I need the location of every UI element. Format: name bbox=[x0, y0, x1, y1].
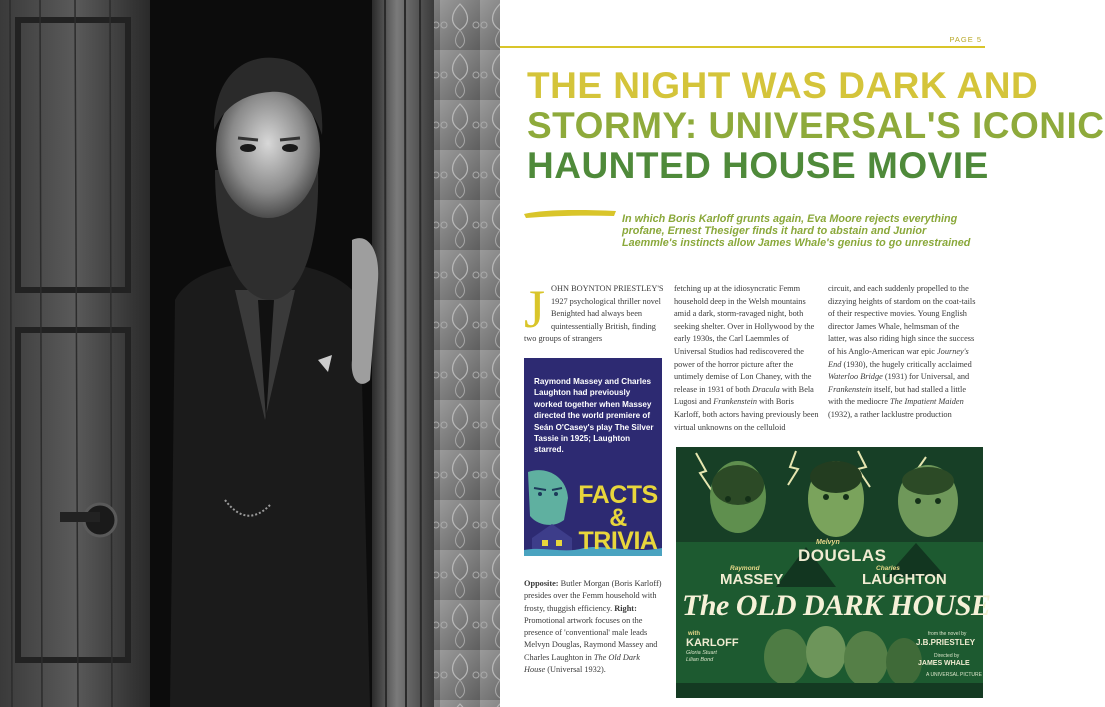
headline-line-2: STORMY: UNIVERSAL'S ICONIC bbox=[527, 105, 1105, 146]
poster-director: JAMES WHALE bbox=[918, 660, 970, 667]
poster-credit-first-name: Charles bbox=[876, 565, 900, 572]
body-text: circuit, and each suddenly propelled to the dizzying heights of stardom on the coat-tails of their respective movies. Young English director James Whale, helmsman of the latter, was also riding high since the success of his Anglo-American war epic bbox=[828, 284, 976, 356]
poster-credit-douglas: DOUGLAS bbox=[798, 546, 887, 565]
facts-title-line-1: FACTS & bbox=[578, 481, 658, 532]
poster-cast-line: Gloria Stuart bbox=[686, 650, 717, 656]
article-headline bbox=[527, 65, 1105, 186]
body-text: (1932), a rather lacklustre production bbox=[828, 409, 952, 419]
drop-cap: J bbox=[524, 279, 546, 339]
poster-credit-laughton: LAUGHTON bbox=[862, 571, 947, 588]
poster-credit-massey: MASSEY bbox=[720, 571, 784, 588]
poster-directed-by: Directed by bbox=[934, 653, 960, 659]
poster-title: The OLD DARK HOUSE bbox=[682, 589, 991, 622]
facts-text: Raymond Massey and Charles Laughton had previously worked together when Massey directed the world premiere of Seán O'Casey's play The Silver Tassie in 1925; Laughton starred. bbox=[534, 377, 654, 455]
film-still-photo bbox=[0, 0, 500, 707]
article-page bbox=[500, 0, 1105, 707]
caption-text-3: (Universal 1932). bbox=[545, 665, 606, 675]
header-rule bbox=[500, 46, 985, 48]
film-title: Waterloo Bridge bbox=[828, 372, 883, 382]
caption-label-right: Right: bbox=[614, 603, 637, 613]
poster-from-novel: from the novel by bbox=[928, 631, 967, 637]
brush-stroke-decoration bbox=[522, 206, 618, 220]
poster-credit-karloff: KARLOFF bbox=[686, 637, 739, 649]
body-column-3 bbox=[828, 283, 978, 422]
film-title: Journey's End bbox=[828, 346, 969, 369]
film-title: Frankenstein bbox=[713, 397, 757, 407]
caption-label-opposite: Opposite: bbox=[524, 579, 559, 588]
poster-credit-first-name: Melvyn bbox=[816, 539, 840, 546]
film-title: The Impatient Maiden bbox=[889, 397, 964, 407]
body-text: (1931) for Universal, and bbox=[882, 372, 970, 382]
body-column-1 bbox=[524, 279, 664, 346]
body-text: (1930), the hugely critically acclaimed bbox=[841, 359, 972, 369]
facts-title-line-2: TRIVIA bbox=[578, 527, 658, 555]
caption-text-1: Butler Morgan (Boris Karloff) presides over the Femm household with frosty, thuggish efficiency. bbox=[524, 579, 662, 613]
poster-author: J.B.PRIESTLEY bbox=[916, 638, 976, 647]
film-title: Frankenstein bbox=[828, 384, 872, 394]
poster-supporting-cast bbox=[686, 650, 717, 664]
poster-with: with bbox=[688, 631, 700, 637]
poster-cast-line: Lilian Bond bbox=[686, 657, 714, 663]
body-text-col1: 1927 psychological thriller novel Benighted had always been quintessentially British, finding two groups of strangers bbox=[524, 296, 661, 344]
film-title: Dracula bbox=[752, 384, 780, 394]
facts-trivia-box bbox=[524, 358, 662, 556]
page-number: PAGE 5 bbox=[949, 35, 982, 44]
body-text: fetching up at the idiosyncratic Femm household deep in the Welsh mountains amid a dark, storm-ravaged night, both seeking shelter. Over in Hollywood by the early 1930s, the Carl Laemmles of Universal Studios had rediscovered the power of the horror picture after the untimely demise of Lon Chaney, with the release in 1931 of both bbox=[674, 284, 815, 394]
photo-caption bbox=[524, 578, 662, 676]
movie-poster bbox=[676, 447, 991, 698]
article-standfirst: In which Boris Karloff grunts again, Eva Moore rejects everything profane, Ernest Thesiger finds it hard to abstain and Junior Laemmle's instincts allow James Whale's genius to go unrestrained bbox=[622, 213, 971, 249]
poster-studio: A UNIVERSAL PICTURE bbox=[926, 672, 982, 678]
body-lead-in: OHN BOYNTON PRIESTLEY'S bbox=[551, 284, 664, 293]
headline-line-3: HAUNTED HOUSE MOVIE bbox=[527, 145, 989, 186]
caption-film-title: The Old Dark House bbox=[524, 652, 640, 675]
body-text: itself, but had stalled a little with the mediocre bbox=[828, 384, 967, 407]
headline-line-1: THE NIGHT WAS DARK AND bbox=[527, 65, 1039, 106]
poster-credit-first-name: Raymond bbox=[730, 565, 760, 572]
body-text: with Bela Lugosi and bbox=[674, 384, 814, 407]
body-column-2 bbox=[674, 283, 822, 434]
body-text: with Boris Karloff, both actors having previously been virtual unknowns on the celluloid bbox=[674, 397, 819, 432]
caption-text-2: Promotional artwork focuses on the presence of 'conventional' male leads Melvyn Douglas, Raymond Massey and Charles Laughton in bbox=[524, 615, 658, 662]
facts-title bbox=[576, 481, 660, 555]
